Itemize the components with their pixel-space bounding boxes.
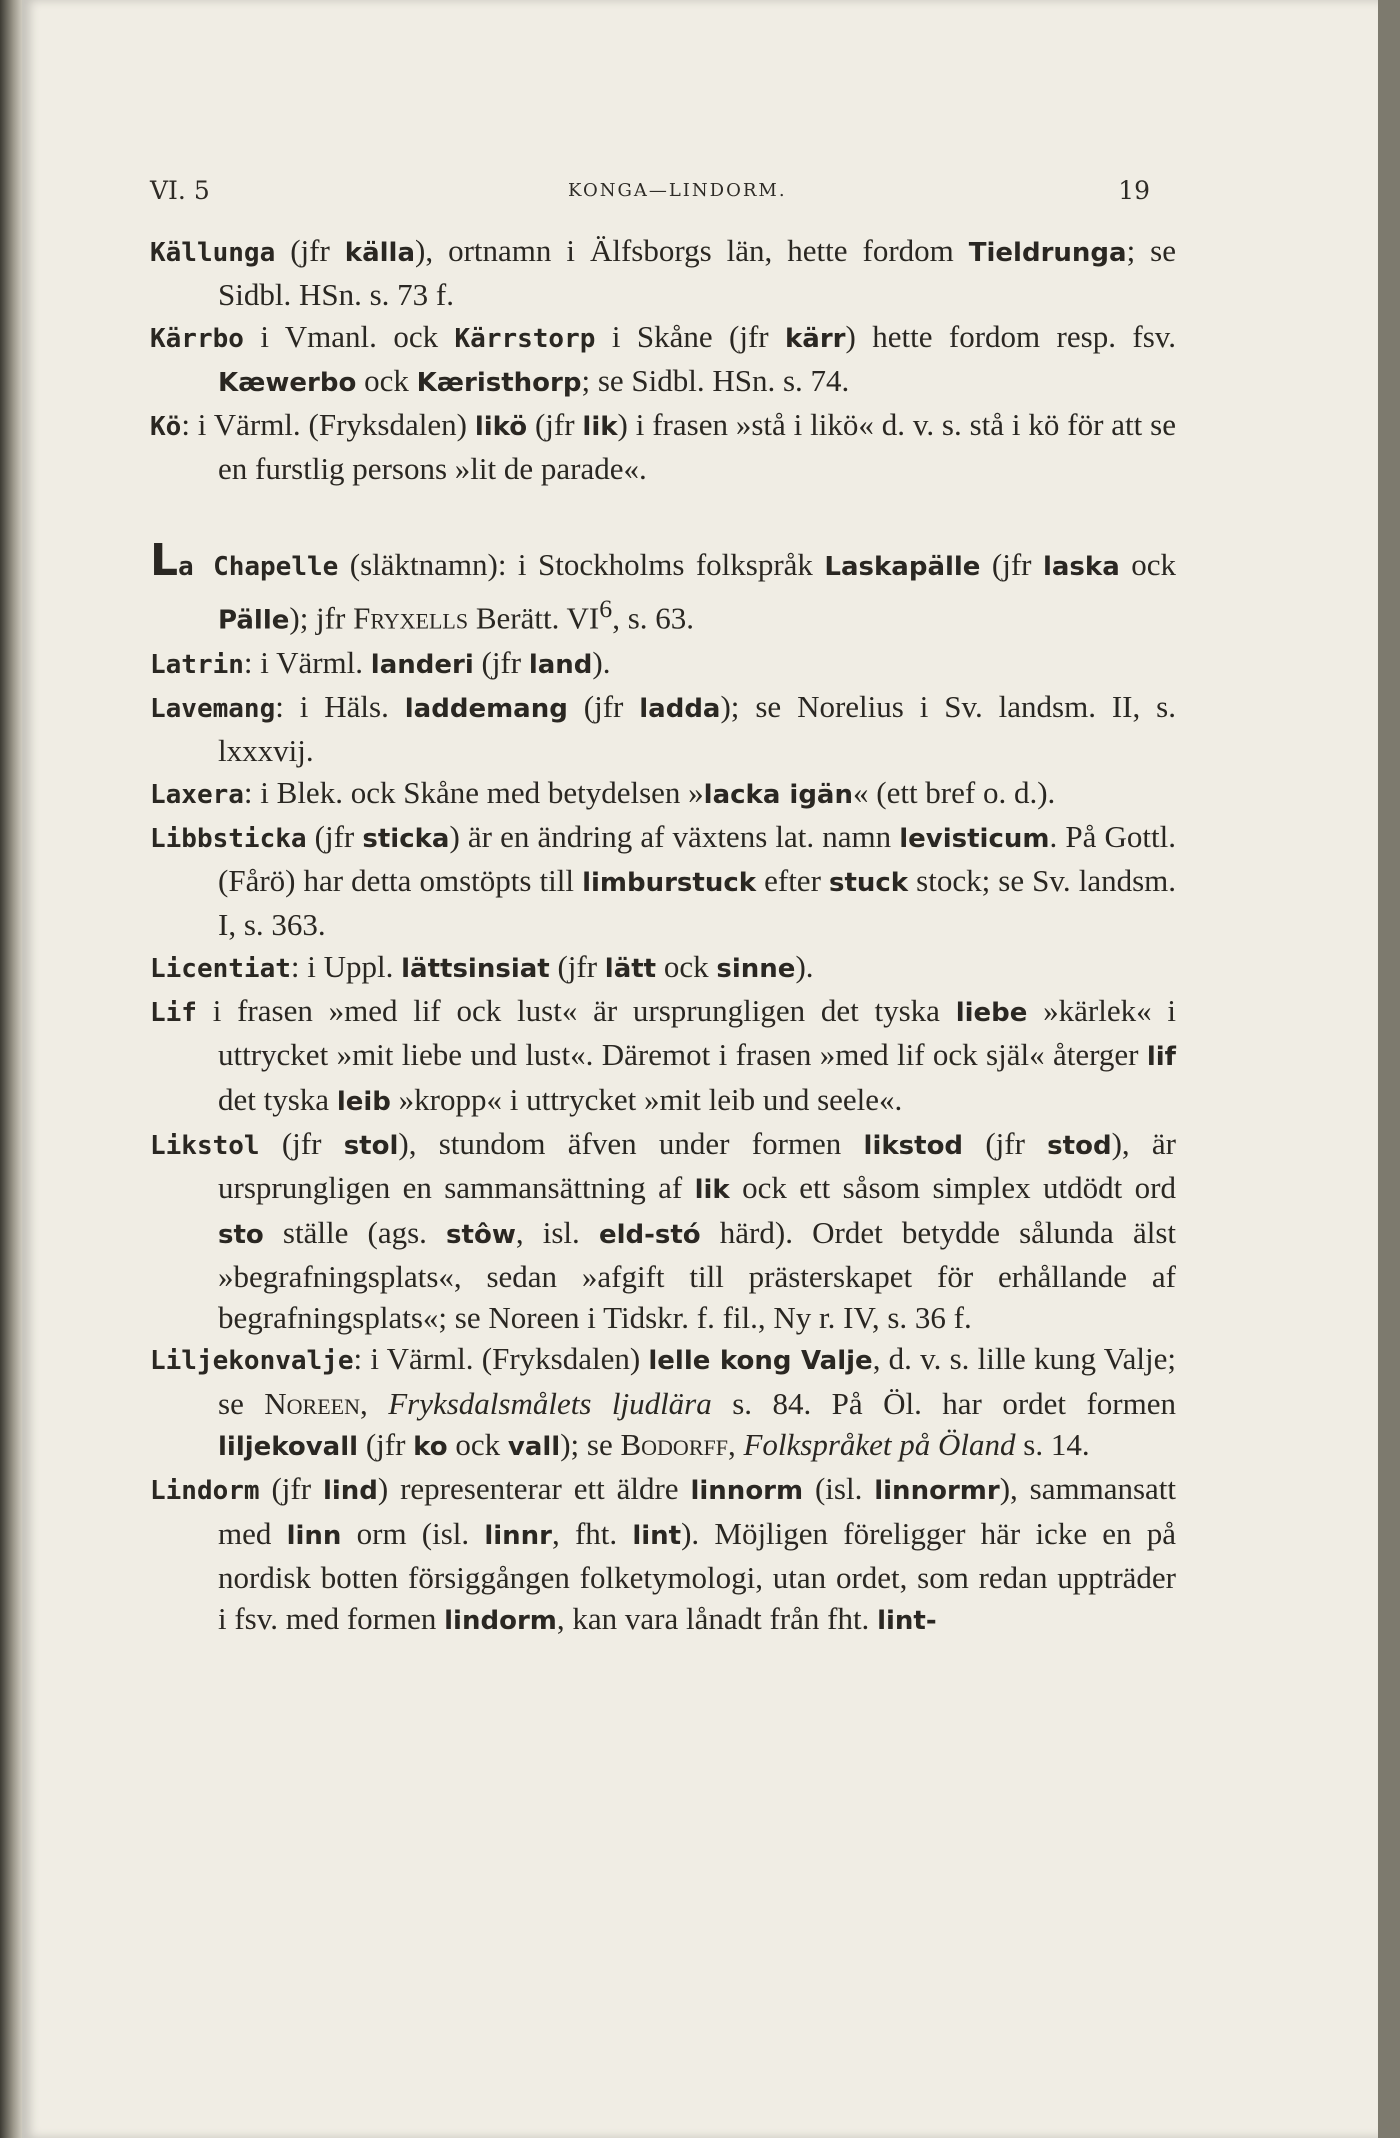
bold-term: lik <box>582 412 618 443</box>
bold-term: stôw <box>446 1219 516 1250</box>
dictionary-entry <box>150 990 1176 1123</box>
bold-term: land <box>528 649 593 680</box>
entry-text: ock <box>447 1427 508 1463</box>
dictionary-entry <box>150 686 1176 772</box>
entry-text: (jfr <box>473 644 529 680</box>
dictionary-entry <box>150 230 1176 316</box>
entry-text: ). <box>592 644 611 680</box>
entry-text: (jfr <box>259 1125 344 1161</box>
entry-text: ställe (ags. <box>263 1214 447 1250</box>
dictionary-entry <box>150 946 1176 990</box>
bold-term: lik <box>694 1175 730 1206</box>
bold-term: eld-stó <box>598 1219 701 1250</box>
bold-term: lacka igän <box>703 779 853 810</box>
entry-text: ); jfr <box>289 600 354 636</box>
bold-term: ladda <box>639 694 721 724</box>
entry-text: ; se Sidbl. HSn. s. 73 f. <box>218 233 1177 313</box>
dictionary-entry <box>150 404 1176 490</box>
entry-text: ). Möjligen föreligger här icke en på nordisk botten försiggången folketymologi, utan ordet, som redan uppträder i fsv. med formen <box>218 1515 1176 1637</box>
bold-term: lättsinsiat <box>401 953 550 984</box>
bold-term: lätt <box>604 953 657 984</box>
headword: Liljekonvalje <box>150 1346 354 1377</box>
bold-term: Kæristhorp <box>416 367 582 398</box>
dictionary-entry <box>150 534 1176 642</box>
entry-text: »kropp« i uttrycket »mit leib und seele«. <box>390 1081 903 1117</box>
entry-text: det tyska <box>218 1081 337 1117</box>
entry-text: ), är ursprungligen en sammansättning af <box>218 1125 1176 1206</box>
bold-term: ko <box>413 1432 448 1463</box>
dictionary-entry <box>150 772 1176 816</box>
entry-text: (jfr <box>527 407 583 443</box>
entry-text: ); se <box>560 1427 621 1463</box>
headword: Källunga <box>150 238 276 268</box>
running-title: KONGA—LINDORM. <box>568 180 787 201</box>
bold-term: sto <box>218 1219 264 1250</box>
bold-term: kärr <box>785 323 846 354</box>
entry-text: efter <box>756 863 829 899</box>
dictionary-body <box>150 230 1176 1643</box>
entry-text: s. 84. På Öl. har ordet formen <box>711 1385 1176 1421</box>
headword: a Chapelle <box>178 551 339 582</box>
author-name: Bodorff <box>620 1427 728 1463</box>
section-number: VI. 5 <box>150 176 210 205</box>
entry-text: ) representerar ett äldre <box>377 1471 691 1507</box>
headword: Libbsticka <box>150 823 307 854</box>
bold-term: liebe <box>955 998 1028 1029</box>
page-number: 19 <box>1118 176 1150 205</box>
entry-text: . På Gottl. (Fårö) har detta omstöpts till <box>218 818 1176 899</box>
entry-text: : i Blek. ock Skåne med betydelsen » <box>243 774 704 810</box>
bold-term: stod <box>1047 1130 1112 1161</box>
entry-text: : i Värml. <box>243 644 371 680</box>
entry-text: Berätt. VI <box>468 600 600 636</box>
bold-term: lif <box>1146 1042 1176 1073</box>
entry-text: , fht. <box>552 1515 633 1551</box>
entry-text: ock <box>356 362 417 398</box>
entry-text: »kärlek« i uttrycket »mit liebe und lust«. Däremot i frasen »med lif ock själ« återger <box>218 993 1176 1073</box>
entry-text: , <box>727 1427 744 1463</box>
headword: Likstol <box>150 1130 260 1161</box>
bold-term: Pälle <box>218 605 290 636</box>
bold-term: laska <box>1042 551 1120 582</box>
dictionary-entry <box>150 816 1176 946</box>
entry-text: ) hette fordom resp. fsv. <box>845 318 1176 354</box>
entry-text: : i Värml. (Fryksdalen) <box>353 1341 649 1377</box>
bold-term: linnormr <box>874 1476 1000 1507</box>
headword: Kö <box>150 412 182 443</box>
bold-term: källa <box>344 238 416 268</box>
entry-text: , d. v. s. lille kung Valje; se <box>218 1341 1176 1421</box>
entry-text: (släktnamn): i Stockholms folkspråk <box>338 546 825 582</box>
bold-term: Tieldrunga <box>968 238 1127 268</box>
bold-term: linnr <box>484 1520 552 1551</box>
bold-term: limburstuck <box>582 868 757 899</box>
entry-text: ); se Norelius i Sv. landsm. II, s. lxxxvij. <box>218 689 1176 769</box>
entry-text: orm (isl. <box>341 1515 485 1551</box>
author-name: Fryxells <box>353 600 469 636</box>
bold-term: lind <box>322 1476 378 1507</box>
bold-term: leib <box>336 1086 391 1117</box>
bold-term: lelle kong Valje <box>648 1346 873 1377</box>
entry-text: ock ett såsom simplex utdödt ord <box>729 1170 1176 1206</box>
entry-text: , <box>360 1385 389 1421</box>
dictionary-entry <box>150 642 1176 686</box>
headword: Lavemang <box>150 694 276 724</box>
entry-text: : i Häls. <box>275 689 405 724</box>
entry-text: ) är en ändring af växtens lat. namn <box>449 818 900 854</box>
entry-text: ). <box>795 948 814 984</box>
bold-term: Kæwerbo <box>218 367 357 398</box>
bold-term: linn <box>286 1520 342 1551</box>
book-spine-shadow <box>0 0 22 2138</box>
book-title: Fryksdalsmålets ljudlära <box>388 1385 712 1421</box>
entry-text: : i Värml. (Fryksdalen) <box>181 407 475 443</box>
dictionary-entry <box>150 1123 1176 1338</box>
entry-text: (jfr <box>275 233 345 268</box>
headword: Licentiat <box>150 953 291 984</box>
entry-text: ), ortnamn i Älfsborgs län, hette fordom <box>415 233 969 268</box>
entry-text: ), sammansatt med <box>218 1471 1177 1551</box>
entry-text: ock <box>656 948 717 984</box>
entry-text: i frasen »med lif ock lust« är ursprungligen det tyska <box>196 993 956 1029</box>
author-name: Noreen <box>264 1385 360 1421</box>
entry-text: (jfr <box>358 1427 414 1463</box>
bold-term: lindorm <box>444 1606 557 1637</box>
entry-text: (jfr <box>980 546 1043 582</box>
book-title: Folkspråket på Öland <box>743 1427 1016 1463</box>
entry-text: (jfr <box>567 689 640 724</box>
bold-term: likö <box>474 412 528 443</box>
entry-text: (jfr <box>963 1125 1048 1161</box>
entry-text: ), stundom äfven under formen <box>398 1125 864 1161</box>
running-header <box>150 176 1150 210</box>
headword: Kärrbo <box>150 323 244 354</box>
drop-capital: L <box>150 534 179 586</box>
bold-term: lint <box>632 1520 682 1551</box>
bold-term: laddemang <box>404 694 568 724</box>
entry-text: i Vmanl. ock <box>243 318 455 354</box>
entry-text: ) i frasen »stå i likö« d. v. s. stå i kö för att se en furstlig persons »lit de parade«. <box>218 407 1176 487</box>
entry-text: i Skåne (jfr <box>595 318 786 354</box>
entry-text: , s. 63. <box>612 600 695 636</box>
bold-term: landeri <box>370 649 474 680</box>
bold-term: liljekovall <box>218 1432 359 1463</box>
dictionary-entry <box>150 1338 1176 1468</box>
headword: Lif <box>150 998 197 1029</box>
headword: Latrin <box>150 649 244 680</box>
entry-text: (isl. <box>803 1471 875 1507</box>
entry-text: härd). Ordet betydde sålunda älst »begrafningsplats«, sedan »afgift till prästerskapet för erhållande af begrafningsplats«; se Noreen i Tidskr. f. fil., Ny r. IV, s. 36 f. <box>218 1214 1176 1336</box>
entry-text: , kan vara lånadt från fht. <box>556 1601 878 1637</box>
entry-text: (jfr <box>306 818 363 854</box>
dictionary-entry <box>150 316 1176 405</box>
entry-text: s. 14. <box>1015 1427 1090 1463</box>
bold-term: levisticum <box>899 823 1050 854</box>
entry-text: (jfr <box>549 948 605 984</box>
bold-term: sinne <box>716 953 796 984</box>
section-gap <box>150 490 1176 544</box>
bold-term: sticka <box>362 823 450 854</box>
headword: Laxera <box>150 779 244 810</box>
bold-term: likstod <box>863 1130 964 1161</box>
bold-term: lint- <box>877 1606 937 1637</box>
entry-text: stock; se Sv. landsm. I, s. 363. <box>218 863 1177 943</box>
entry-text: « (ett bref o. d.). <box>853 774 1056 810</box>
entry-text: (jfr <box>259 1471 323 1507</box>
headword: Lindorm <box>150 1476 260 1507</box>
entry-text: : i Uppl. <box>290 948 402 984</box>
bold-term: stuck <box>828 868 909 899</box>
bold-term: stol <box>343 1130 399 1161</box>
headword: Kärrstorp <box>454 323 596 354</box>
entry-text: ock <box>1119 546 1176 582</box>
bold-term: vall <box>507 1432 561 1463</box>
bold-term: linnorm <box>690 1476 804 1507</box>
dictionary-entry <box>150 1468 1176 1642</box>
bold-term: Laskapälle <box>824 551 981 582</box>
entry-text: , isl. <box>515 1214 599 1250</box>
entry-text: ; se Sidbl. HSn. s. 74. <box>581 362 850 398</box>
superscript: 6 <box>599 594 613 624</box>
